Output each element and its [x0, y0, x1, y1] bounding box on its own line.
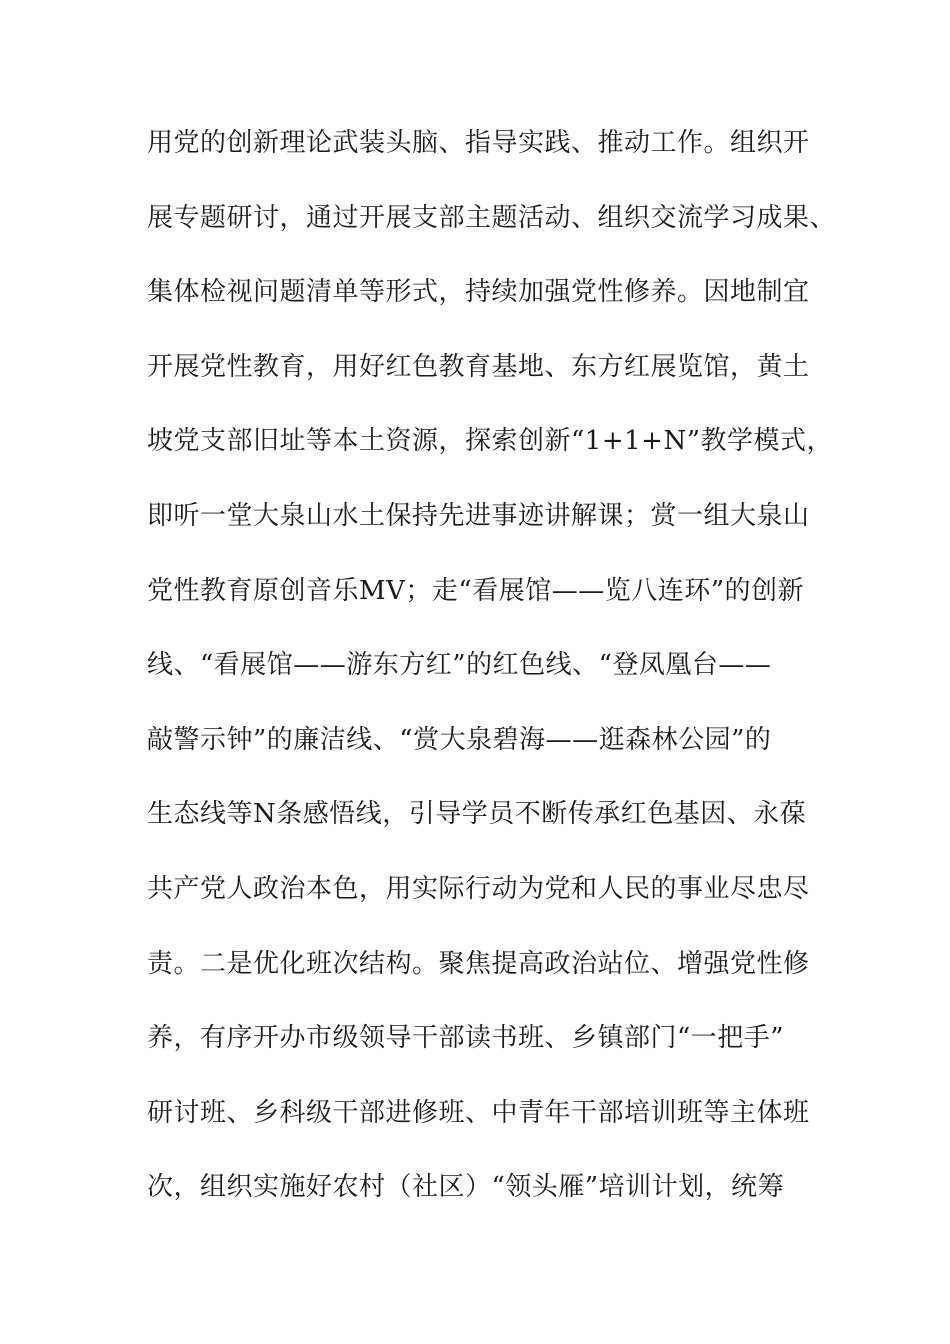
text-line: 责。二是优化班次结构。聚焦提高政治站位、增强党性修: [147, 948, 810, 979]
text-line: 次，组织实施好农村（社区）“领头雁”培训计划，统筹: [147, 1172, 785, 1203]
text-line: 坡党支部旧址等本土资源，探索创新“1+1+N”教学模式，: [147, 426, 833, 457]
text-line: 党性教育原创音乐MV；走“看展馆——览八连环”的创新: [147, 575, 804, 606]
text-line: 共产党人政治本色，用实际行动为党和人民的事业尽忠尽: [147, 873, 810, 904]
text-line: 养，有序开办市级领导干部读书班、乡镇部门“一把手”: [147, 1023, 785, 1054]
body-text: [147, 120, 837, 1239]
text-line: 展专题研讨，通过开展支部主题活动、组织交流学习成果、: [147, 202, 837, 233]
text-line: 用党的创新理论武装头脑、指导实践、推动工作。组织开: [147, 128, 810, 158]
text-line: 敲警示钟”的廉洁线、“赏大泉碧海——逛森林公园”的: [147, 724, 772, 755]
text-line: 集体检视问题清单等形式，持续加强党性修养。因地制宜: [147, 277, 810, 308]
text-line: 即听一堂大泉山水土保持先进事迹讲解课；赏一组大泉山: [147, 500, 810, 531]
text-line: 线、“看展馆——游东方红”的红色线、“登凤凰台——: [147, 650, 772, 681]
text-line: 生态线等N条感悟线，引导学员不断传承红色基因、永葆: [147, 799, 807, 830]
text-line: 开展党性教育，用好红色教育基地、东方红展览馆，黄土: [147, 351, 810, 382]
text-line: 研讨班、乡科级干部进修班、中青年干部培训班等主体班: [147, 1097, 810, 1128]
